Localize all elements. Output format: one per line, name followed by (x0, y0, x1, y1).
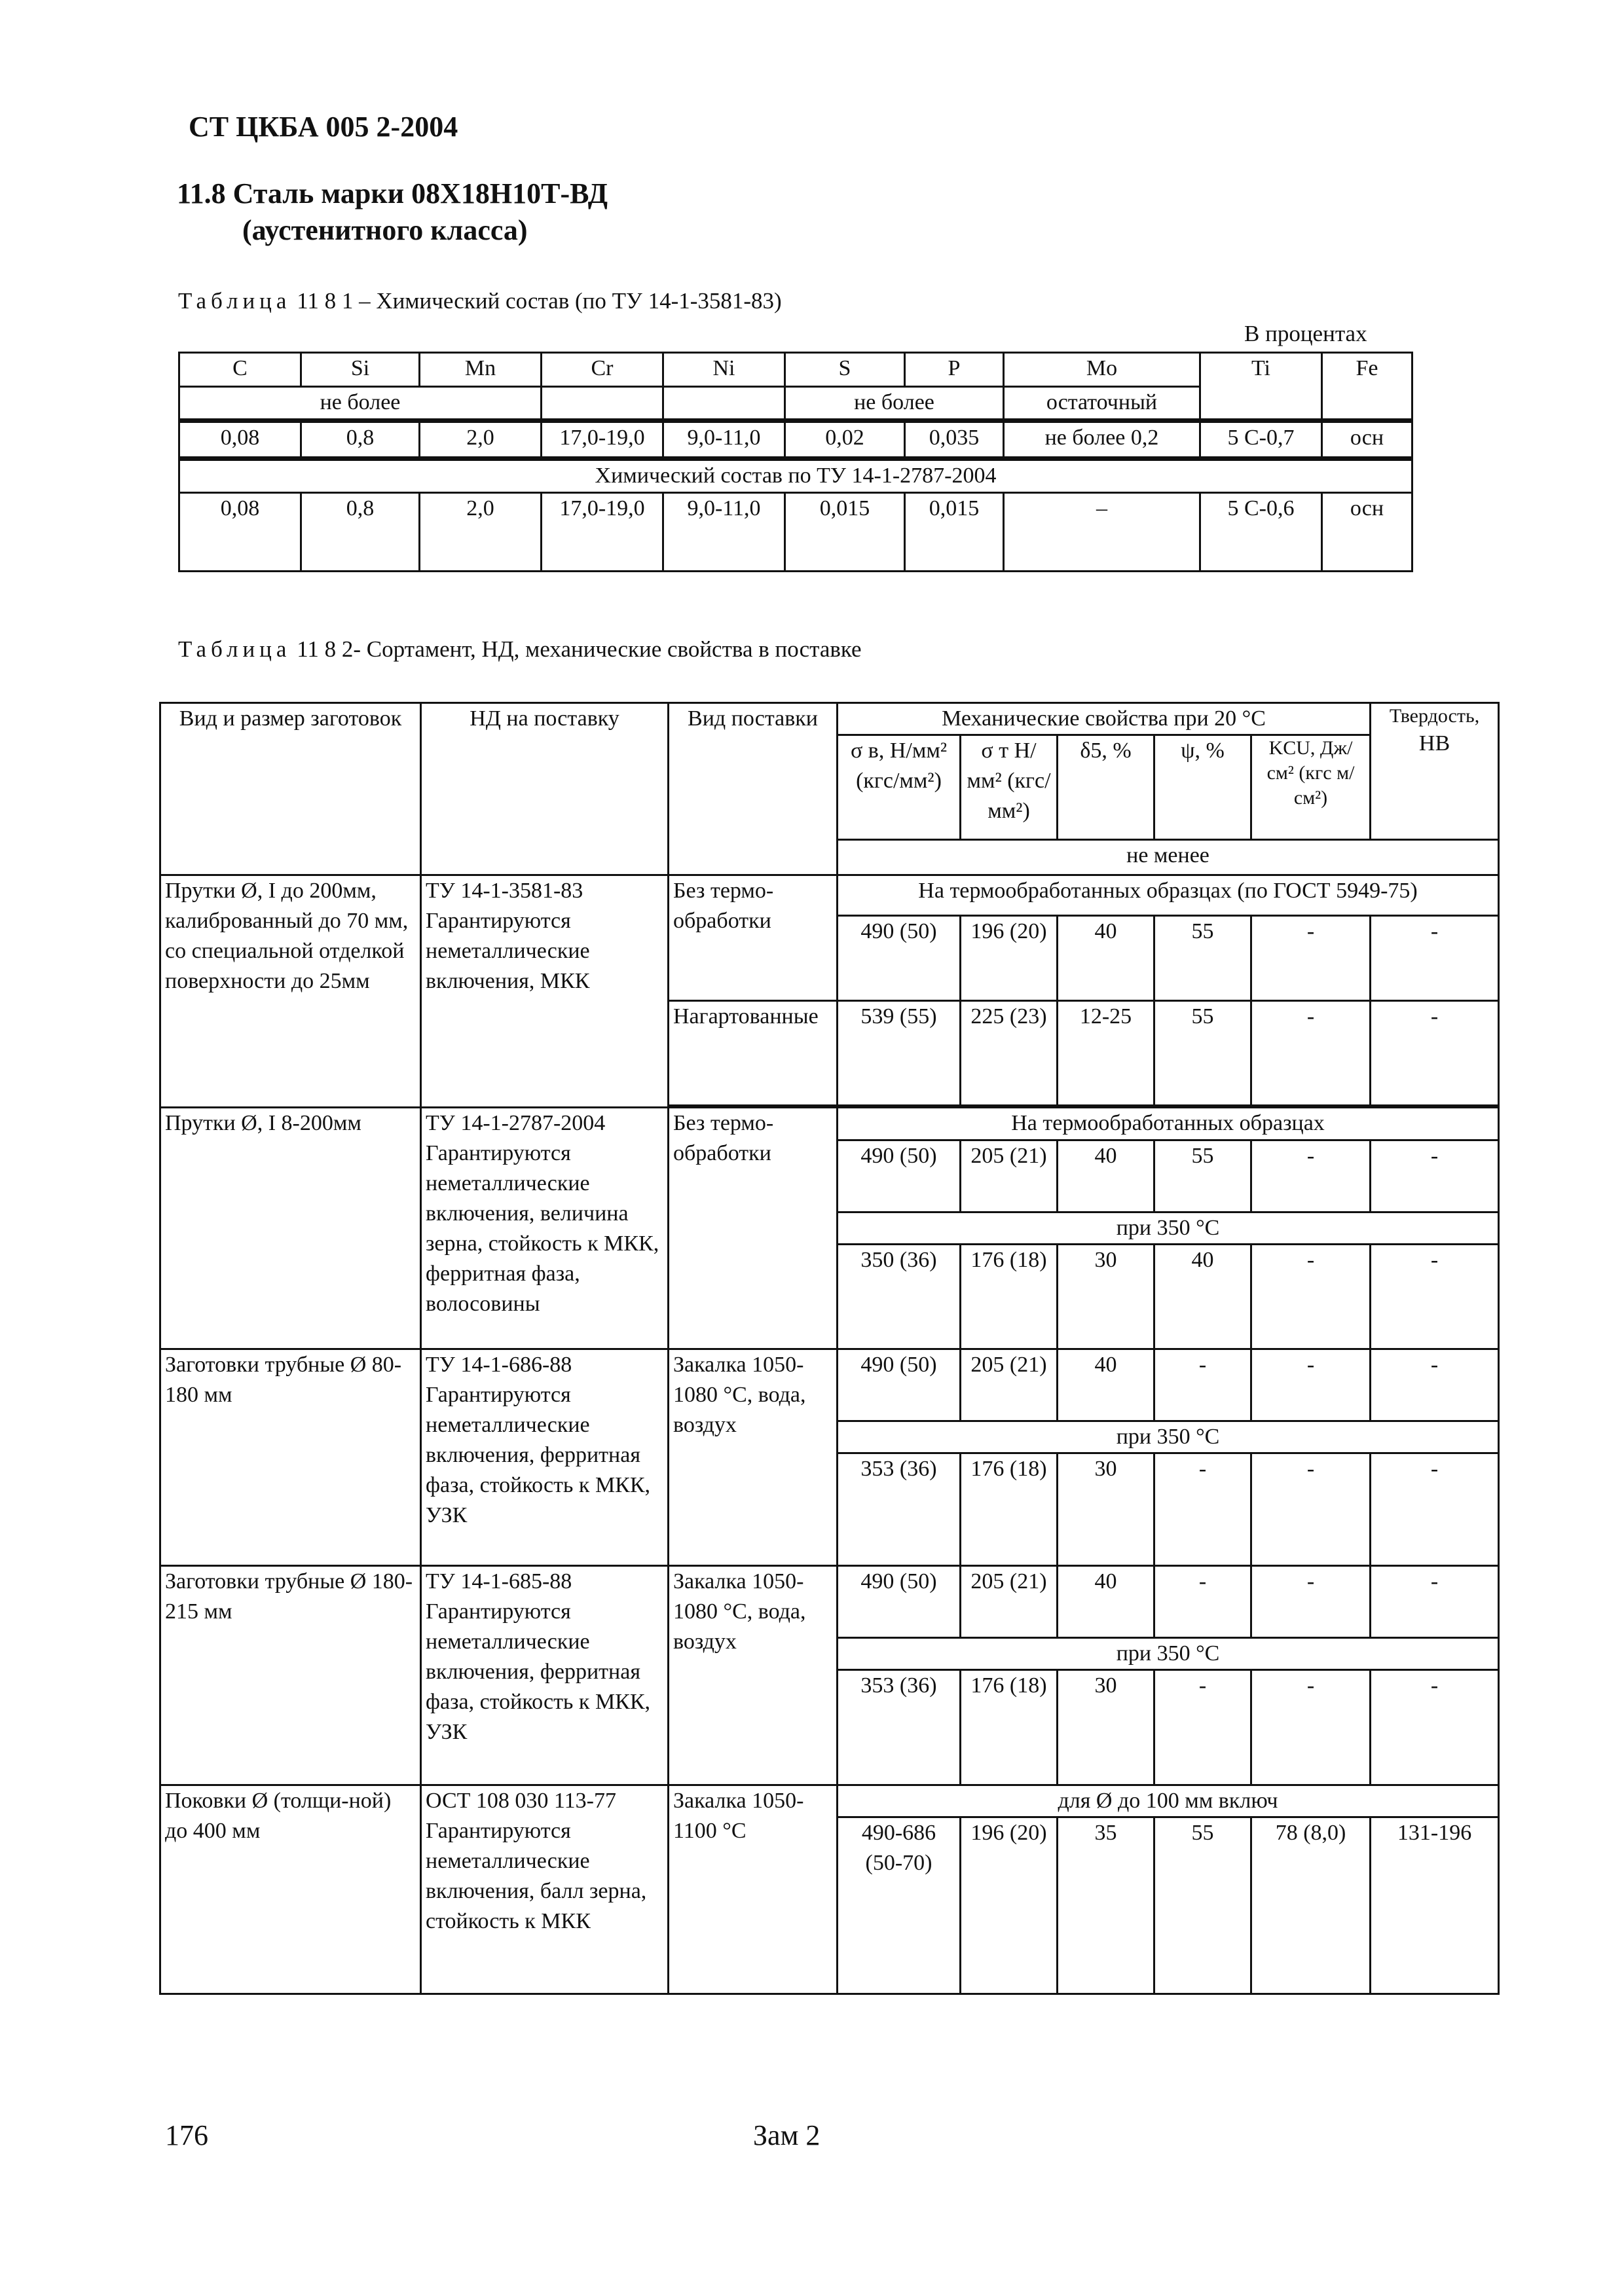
table2-group3-row: Заготовки трубные Ø 80-180 мм ТУ 14-1-686-88 Гарантируются неметаллические включения, ферритная фаза, стойкость к МКК, УЗК Закалка 1050-1080 °С, вода, воздух 490 (50) 205 (21) 40 - - - (160, 1349, 1499, 1421)
table1-span-row (179, 459, 1412, 493)
table2-group2-note-row (160, 1108, 1499, 1140)
g5-nd: ОСТ 108 030 113-77 Гарантируются неметаллические включения, балл зерна, стойкость к МКК (421, 1785, 669, 1994)
th-si: Si (301, 353, 420, 387)
g4-delivery: Закалка 1050-1080 °С, вода, воздух (669, 1566, 838, 1785)
g2-note: На термообработанных образцах (838, 1108, 1499, 1140)
section-title (177, 175, 608, 249)
g2-nd: ТУ 14-1-2787-2004 Гарантируются неметаллические включения, величина зерна, стойкость к МКК, ферритная фаза, волосовины (421, 1108, 669, 1349)
th-mo: Mo (1004, 353, 1200, 387)
g1-delivery-2: Нагартованные (669, 1001, 838, 1106)
g3-kind: Заготовки трубные Ø 80-180 мм (160, 1349, 421, 1566)
th-mech: Механические свойства при 20 °С (838, 703, 1371, 735)
section-title-line1: 11.8 Сталь марки 08Х18Н10Т-ВД (177, 177, 608, 210)
g4-kind: Заготовки трубные Ø 180-215 мм (160, 1566, 421, 1785)
table1-units: В процентах (1244, 321, 1367, 346)
table2-caption: Таблица 11 8 2- Сортамент, НД, механические свойства в поставке (178, 636, 862, 662)
chemical-composition-table (178, 352, 1413, 572)
table2-row: 350 (36) 176 (18) 30 40 - - (160, 1245, 1499, 1349)
document-id: СТ ЦКБА 005 2-2004 (189, 111, 458, 143)
page-number: 176 (165, 2119, 208, 2151)
th-kind: Вид и размер заготовок (160, 703, 421, 875)
g1-nd: ТУ 14-1-3581-83 Гарантируются неметаллические включения, МКК (421, 875, 669, 1108)
th-psi: ψ, % (1154, 735, 1251, 840)
th-sigma-t: σ т Н/мм² (кгс/мм²) (961, 735, 1058, 840)
table2-group4-row: Заготовки трубные Ø 180-215 мм ТУ 14-1-685-88 Гарантируются неметаллические включения, ферритная фаза, стойкость к МКК, УЗК Закалка 1050-1080 °С, вода, воздух 490 (50) 205 (21) 40 - - - (160, 1566, 1499, 1638)
section-title-line2: (аустенитного класса) (242, 214, 528, 246)
th-delivery: Вид поставки (669, 703, 838, 875)
table2-row: 490-686 (50-70) 196 (20) 35 55 78 (8,0) 131-196 (160, 1817, 1499, 1994)
g4-temp: при 350 °С (838, 1638, 1499, 1670)
g2-delivery: Без термо-обработки (669, 1108, 838, 1349)
g3-delivery: Закалка 1050-1080 °С, вода, воздух (669, 1349, 838, 1566)
amendment-label: Зам 2 (753, 2119, 821, 2151)
table2-row: 353 (36) 176 (18) 30 - - - (160, 1670, 1499, 1785)
th-nd: НД на поставку (421, 703, 669, 875)
table2-group1-note-row (160, 875, 1499, 916)
table2-row: 490 (50) 205 (21) 40 55 - - (160, 1140, 1499, 1212)
g5-kind: Поковки Ø (толщи-ной) до 400 мм (160, 1785, 421, 1994)
th-sigma-b: σ в, Н/мм² (кгс/мм²) (838, 735, 961, 840)
table1-span-text: Химический состав по ТУ 14-1-2787-2004 (179, 459, 1412, 493)
table2-row: 490 (50) 196 (20) 40 55 - - (160, 916, 1499, 1001)
th-p: P (905, 353, 1004, 387)
g5-note: для Ø до 100 мм включ (838, 1785, 1499, 1817)
table2-row: 353 (36) 176 (18) 30 - - - (160, 1453, 1499, 1566)
th-delta: δ5, % (1058, 735, 1154, 840)
th-ni: Ni (663, 353, 785, 387)
th-ti: Ti (1200, 353, 1322, 421)
g1-delivery-1: Без термо-обработки (669, 875, 838, 1001)
th-kcu: KCU, Дж/см² (кгс м/см²) (1251, 735, 1371, 840)
g2-kind: Прутки Ø, I 8-200мм (160, 1108, 421, 1349)
table2-header-row (160, 703, 1499, 735)
assortment-properties-table (159, 702, 1500, 1995)
table2-group5-note-row (160, 1785, 1499, 1817)
g3-temp: при 350 °С (838, 1421, 1499, 1453)
th-not-more-1: не более (179, 387, 542, 421)
th-fe: Fe (1322, 353, 1412, 421)
g3-nd: ТУ 14-1-686-88 Гарантируются неметаллические включения, ферритная фаза, стойкость к МКК, УЗК (421, 1349, 669, 1566)
th-hardness: Твердость, НВ (1371, 703, 1499, 840)
table1-caption: Таблица 11 8 1 – Химический состав (по ТУ 14-1-3581-83) (178, 288, 782, 314)
th-residual: остаточный (1004, 387, 1200, 421)
g5-delivery: Закалка 1050-1100 °С (669, 1785, 838, 1994)
th-cr: Cr (542, 353, 663, 387)
table1-header-row (179, 353, 1412, 387)
table2-row: Нагартованные 539 (55) 225 (23) 12-25 55 - - (160, 1001, 1499, 1106)
g1-note: На термообработанных образцах (по ГОСТ 5949-75) (838, 875, 1499, 916)
table1-row-2: 0,08 0,8 2,0 17,0-19,0 9,0-11,0 0,015 0,015 – 5 C-0,6 осн (179, 493, 1412, 572)
th-s: S (785, 353, 905, 387)
g1-kind: Прутки Ø, I до 200мм, калиброванный до 70 мм, со специальной отделкой поверхности до 25мм (160, 875, 421, 1108)
th-c: C (179, 353, 301, 387)
th-not-more-2: не более (785, 387, 1004, 421)
th-not-less: не менее (838, 840, 1499, 875)
g2-temp: при 350 °С (838, 1212, 1499, 1245)
table1-row-1: 0,08 0,8 2,0 17,0-19,0 9,0-11,0 0,02 0,035 не более 0,2 5 C-0,7 осн (179, 421, 1412, 459)
g4-nd: ТУ 14-1-685-88 Гарантируются неметаллические включения, ферритная фаза, стойкость к МКК, УЗК (421, 1566, 669, 1785)
th-mn: Mn (420, 353, 542, 387)
